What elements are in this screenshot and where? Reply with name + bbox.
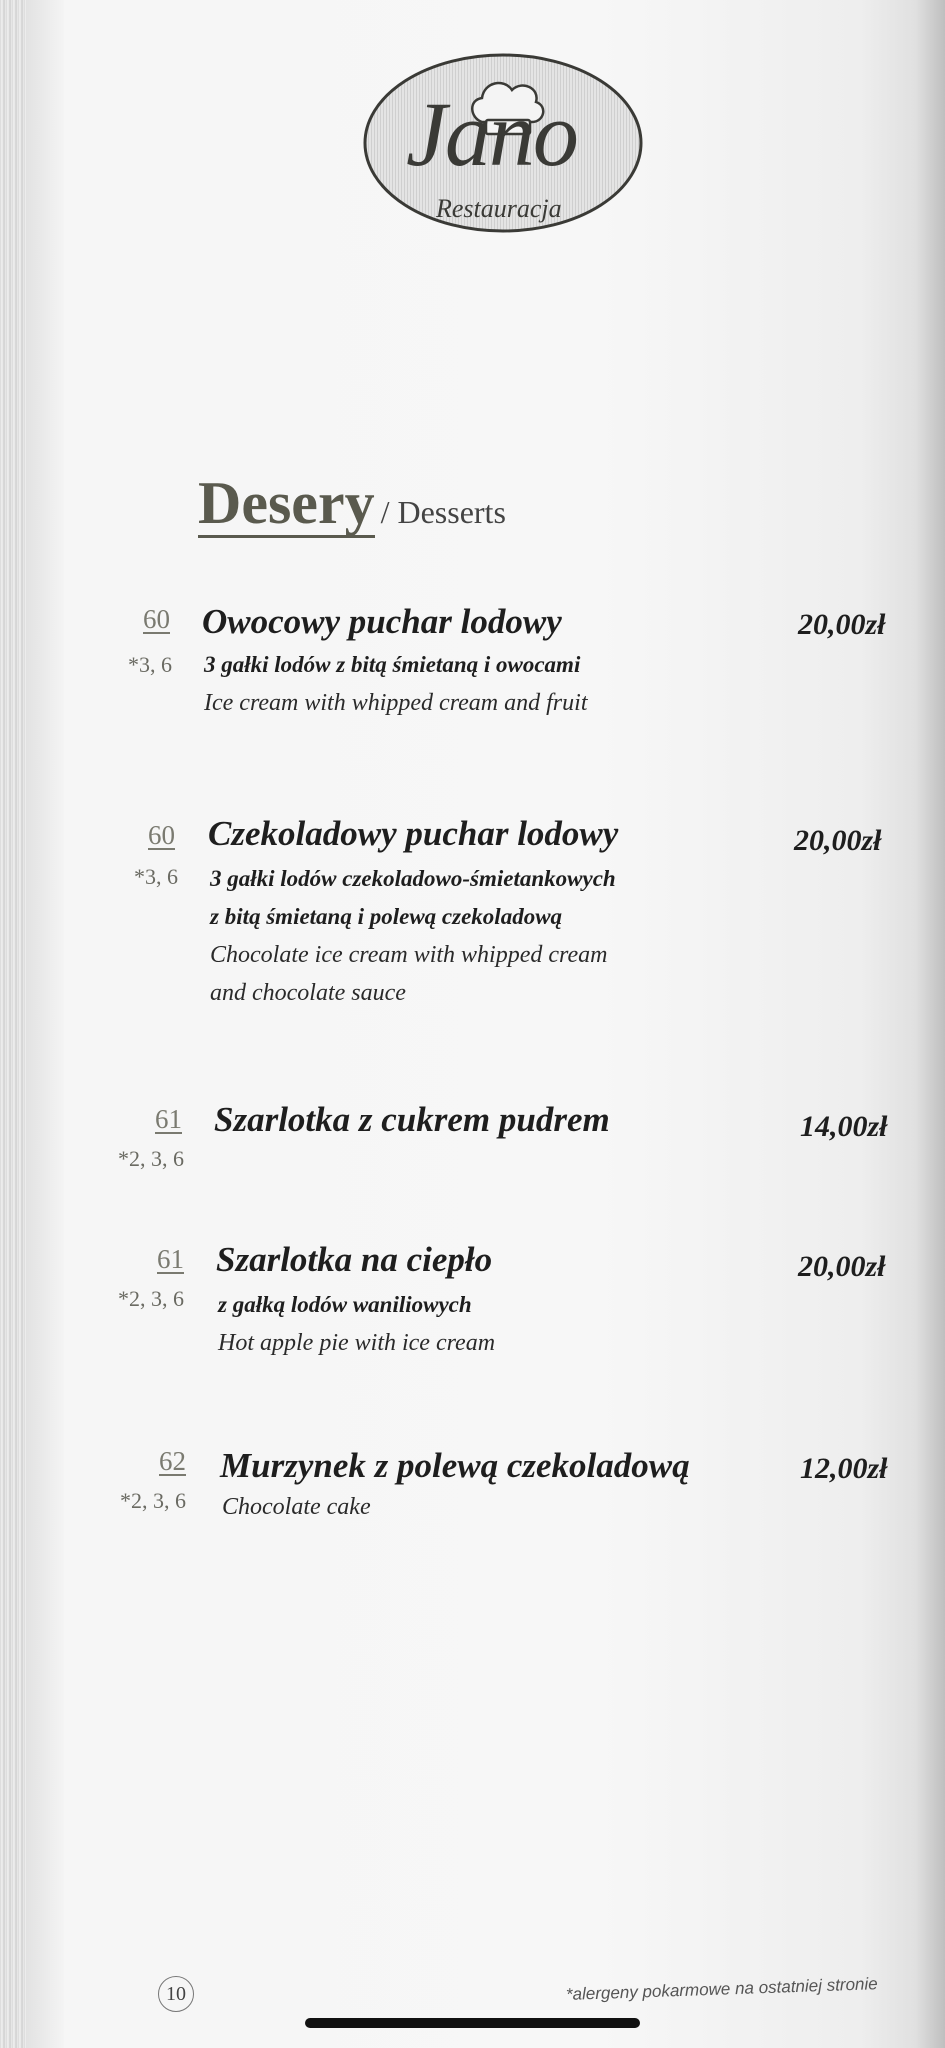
restaurant-logo — [362, 52, 644, 234]
item-price: 14,00zł — [800, 1110, 888, 1143]
item-description-pl: z gałką lodów waniliowych — [218, 1292, 472, 1317]
item-name: Szarlotka z cukrem pudrem — [214, 1100, 610, 1139]
item-description-en: Hot apple pie with ice cream — [218, 1330, 496, 1356]
item-name: Owocowy puchar lodowy — [202, 602, 562, 641]
item-price: 12,00zł — [800, 1452, 888, 1485]
page-margin-shadow — [26, 0, 64, 2048]
item-allergens: *2, 3, 6 — [120, 1488, 186, 1513]
section-subtitle: / Desserts — [380, 494, 506, 530]
item-description-en: Chocolate cake — [222, 1494, 371, 1520]
section-heading — [198, 472, 506, 538]
section-title: Desery — [198, 470, 375, 536]
allergen-footnote: *alergeny pokarmowe na ostatniej stronie — [565, 1974, 878, 2004]
item-allergens: *3, 6 — [134, 864, 178, 889]
item-number: 61 — [157, 1244, 184, 1274]
item-number: 60 — [148, 820, 175, 850]
item-number: 62 — [159, 1446, 186, 1476]
item-name: Czekoladowy puchar lodowy — [208, 814, 619, 853]
item-description-en: Chocolate ice cream with whipped cream — [210, 942, 608, 968]
item-name: Murzynek z polewą czekoladową — [220, 1446, 690, 1485]
item-name: Szarlotka na ciepło — [216, 1240, 493, 1279]
logo-brand: Jano — [406, 83, 577, 185]
page-stack-edge — [0, 0, 26, 2048]
item-number: 61 — [155, 1104, 182, 1134]
item-description-pl: 3 gałki lodów z bitą śmietaną i owocami — [204, 652, 581, 677]
home-indicator[interactable] — [305, 2018, 640, 2028]
item-description-en: Ice cream with whipped cream and fruit — [204, 690, 588, 716]
item-allergens: *2, 3, 6 — [118, 1146, 184, 1171]
item-description-pl: z bitą śmietaną i polewą czekoladową — [210, 904, 563, 929]
logo-subtitle: Restauracja — [436, 194, 562, 223]
item-description-pl: 3 gałki lodów czekoladowo-śmietankowych — [210, 866, 616, 891]
item-allergens: *2, 3, 6 — [118, 1286, 184, 1311]
page-number: 10 — [158, 1976, 194, 2012]
item-price: 20,00zł — [794, 824, 882, 857]
page-curl-shadow — [915, 0, 945, 2048]
item-number: 60 — [143, 604, 170, 634]
item-allergens: *3, 6 — [128, 652, 172, 677]
item-price: 20,00zł — [798, 608, 886, 641]
item-description-en: and chocolate sauce — [210, 980, 406, 1006]
item-price: 20,00zł — [798, 1250, 886, 1283]
